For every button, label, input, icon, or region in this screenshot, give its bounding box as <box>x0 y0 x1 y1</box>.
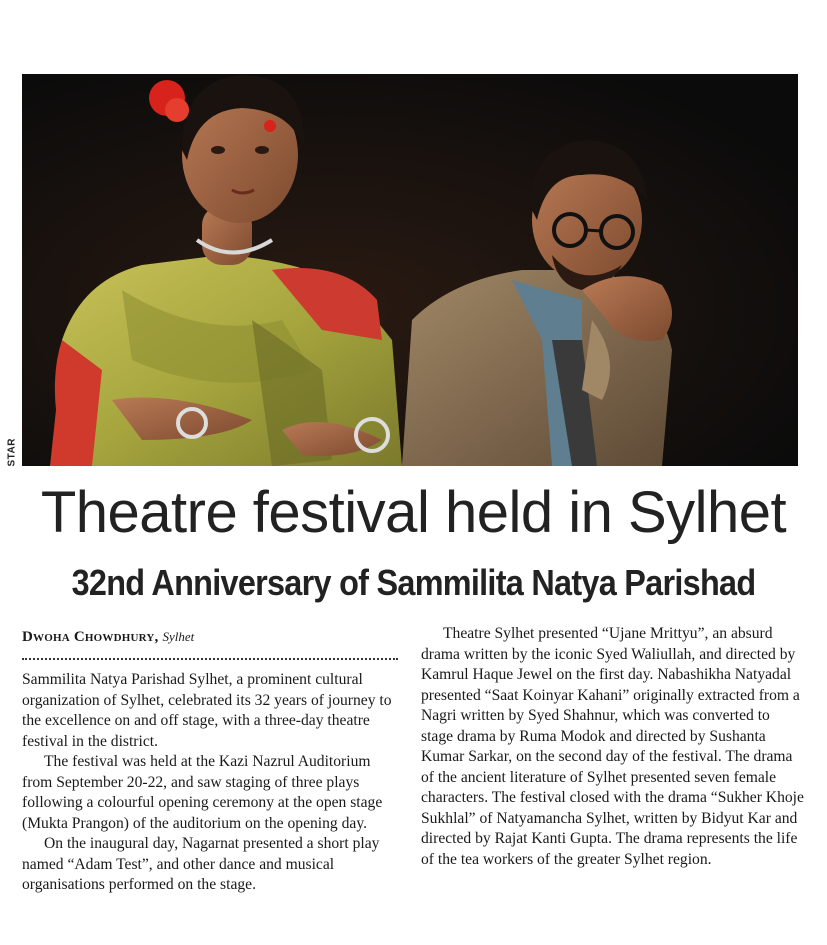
stage-photo <box>22 74 798 466</box>
photo-credit-source: STAR <box>6 438 18 467</box>
paragraph: On the inaugural day, Nagarnat presented a short play named “Adam Test”, and other dance and musical organisations performed on the stage. <box>22 835 380 893</box>
byline-author: Dwoha Chowdhury, <box>22 629 159 645</box>
article-column-right <box>421 624 805 870</box>
paragraph: Theatre Sylhet presented “Ujane Mrittyu”, an absurd drama written by the iconic Syed Waliullah, and directed by Kamrul Haque Jewel on the first day. Nabashikha Natyadal presented “Saat Koinyar Kahani” originally extracted from a Nagri written by Syed Shahnur, which was converted to stage drama by Ruma Modok and directed by Sushanta Kumar Sarkar, on the second day of the festival. The drama of the ancient literature of Sylhet presented seven female characters. The festival closed with the drama “Sukher Khoje Sukhlal” of Natyamancha Sylhet, written by Bidyut Kar and directed by Rajat Kanti Gupta. The drama represents the life of the tea workers of the greater Sylhet region. <box>421 625 804 868</box>
article-subheadline: 32nd Anniversary of Sammilita Natya Parishad <box>71 562 756 603</box>
article-headline: Theatre festival held in Sylhet <box>40 480 787 545</box>
byline-place: Sylhet <box>162 629 195 644</box>
article-column-left <box>22 670 404 896</box>
byline-divider <box>22 658 398 660</box>
photo-credit <box>3 378 19 468</box>
paragraph: The festival was held at the Kazi Nazrul Auditorium from September 20-22, and saw staging of three plays following a colourful opening ceremony at the open stage (Mukta Prangon) of the auditorium on the opening day. <box>22 753 383 832</box>
stage-photo-illustration <box>22 40 798 466</box>
byline <box>22 628 402 646</box>
paragraph: Sammilita Natya Parishad Sylhet, a prominent cultural organization of Sylhet, celebrated its 32 years of journey to the excellence on and off stage, with a three-day theatre festival in the district. <box>22 671 392 750</box>
